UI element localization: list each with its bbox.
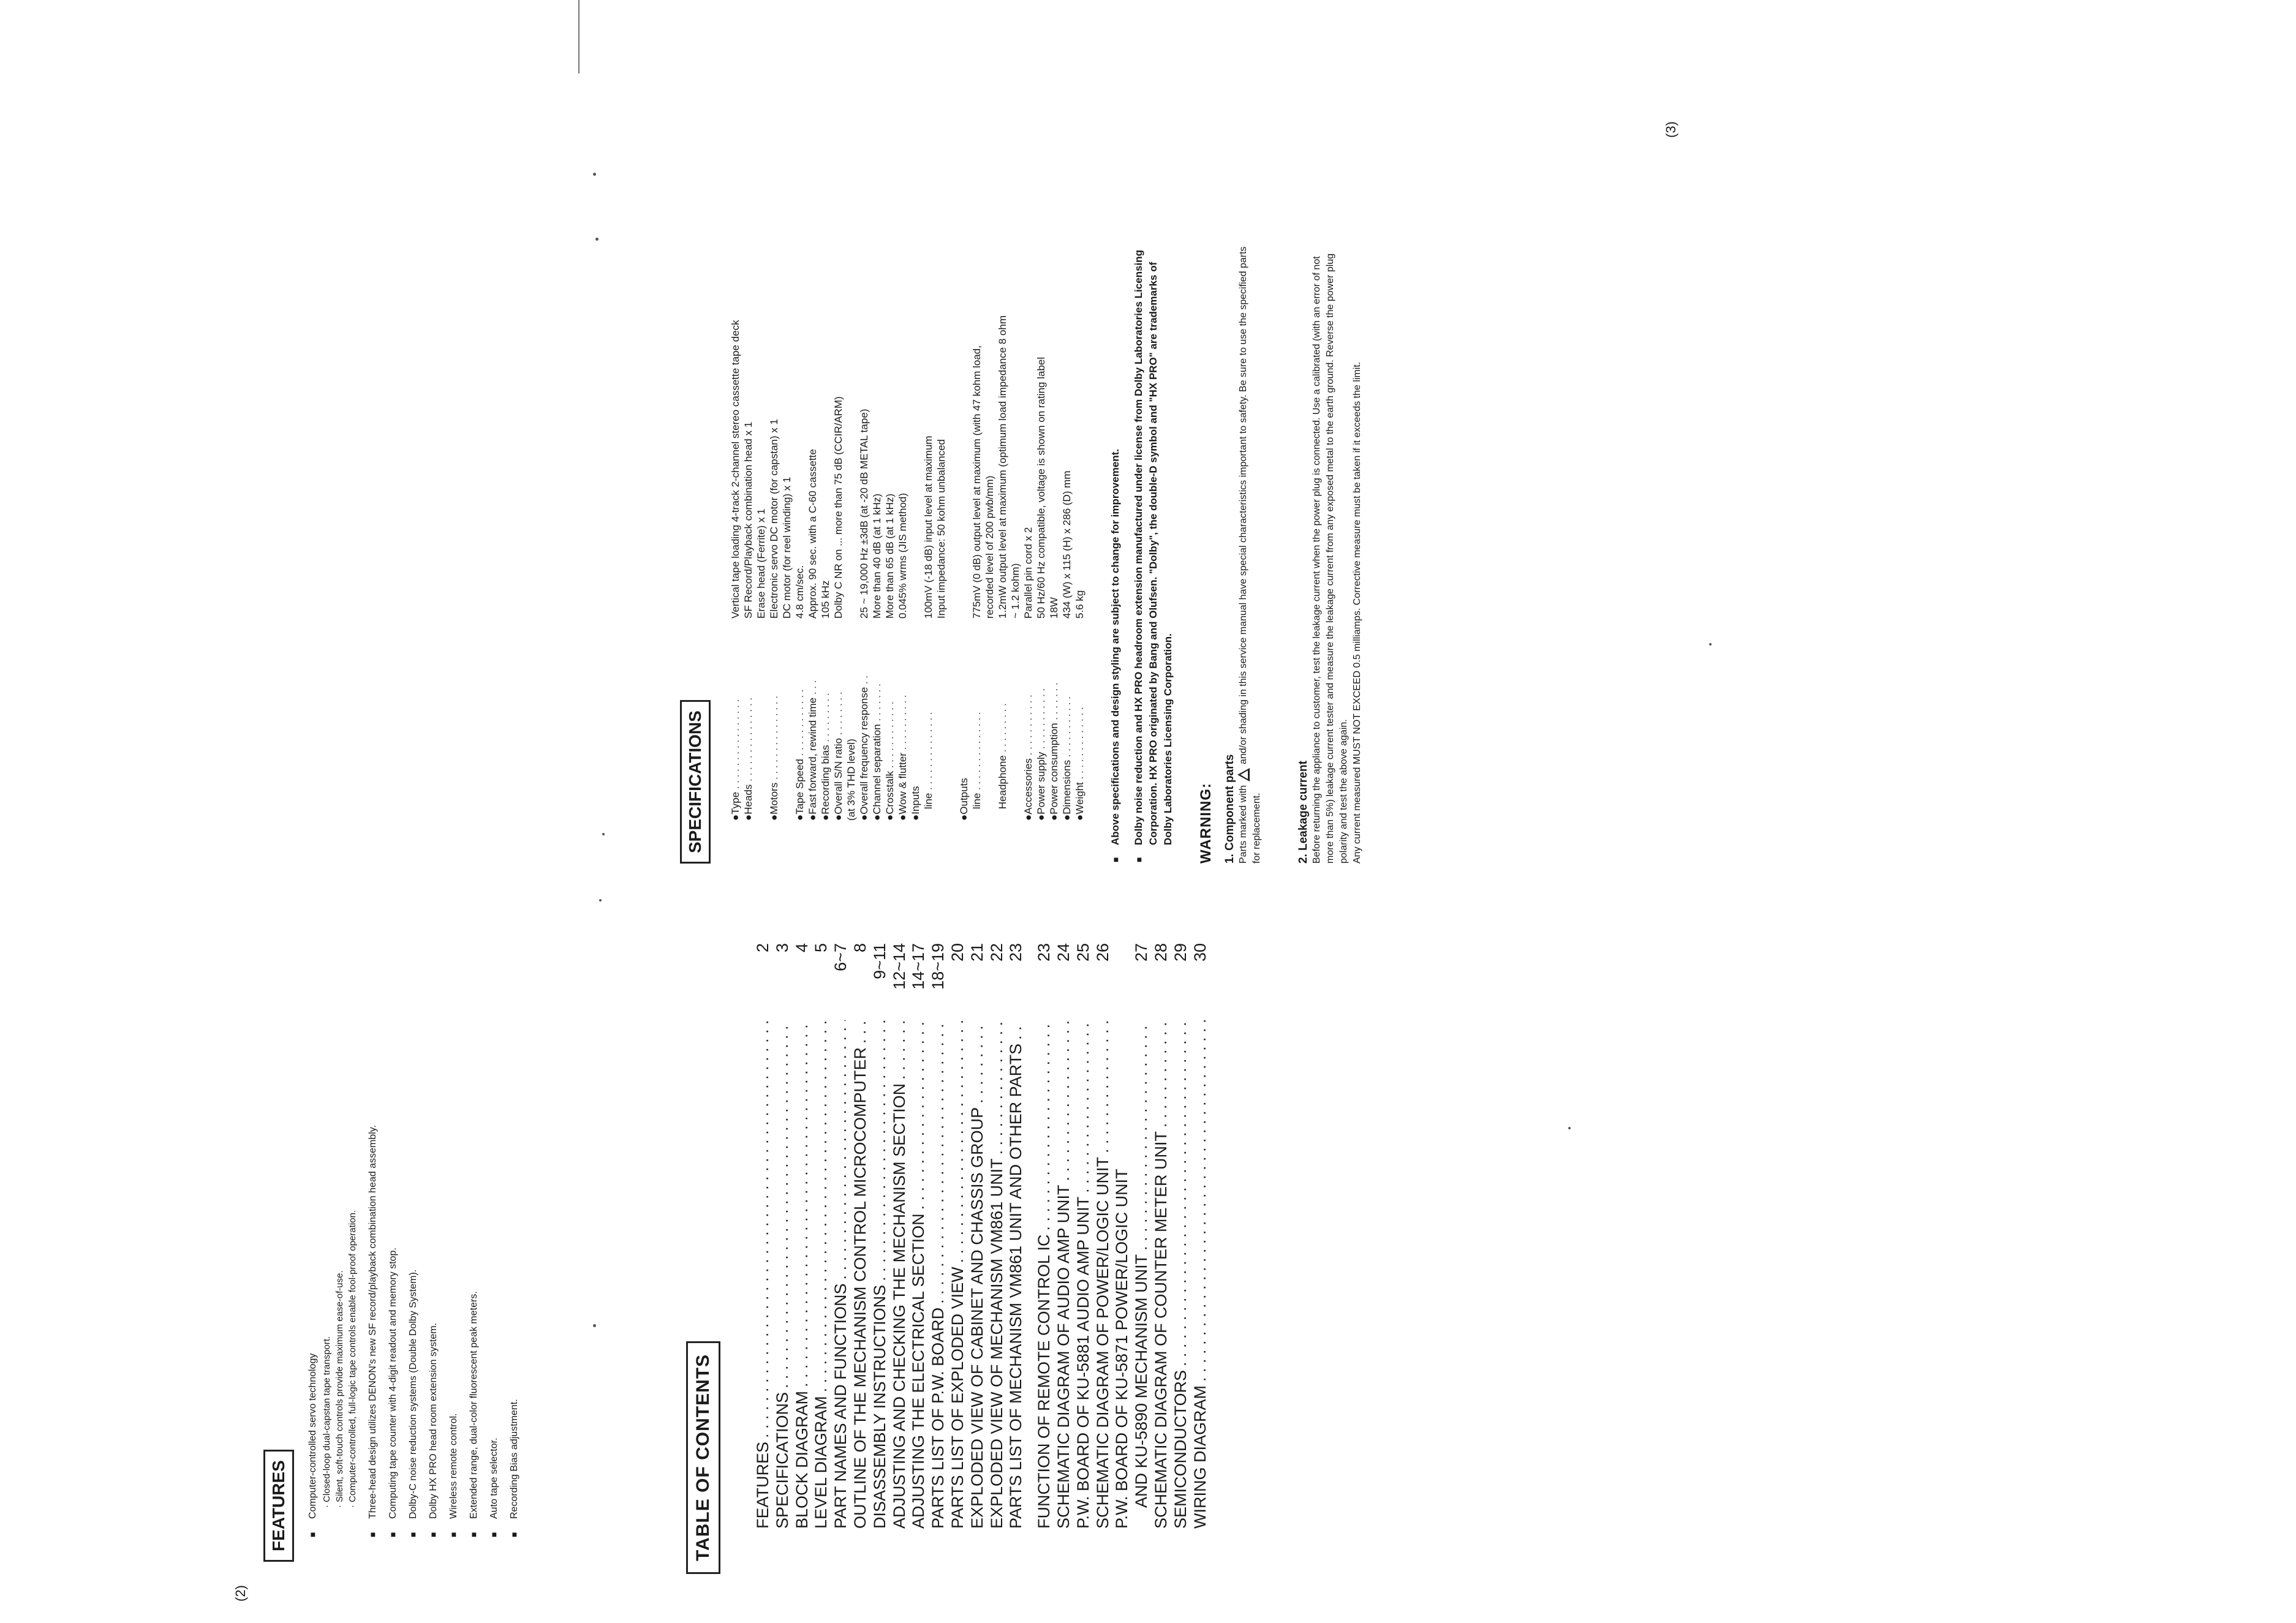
- toc-entry-page: 28: [1151, 943, 1170, 962]
- spec-value: [845, 315, 858, 619]
- toc-title: TABLE OF CONTENTS: [686, 1341, 720, 1574]
- feature-text: Computing tape counter with 4-digit readout and memory stop.: [388, 1248, 398, 1519]
- spec-label: ●Recording bias . . . . . . . . .: [820, 693, 831, 821]
- spec-value: 775mV (0 dB) output level at maximum (with 47 kohm load,: [971, 345, 983, 619]
- toc-entry[interactable]: [890, 943, 910, 1529]
- toc-entry[interactable]: [909, 943, 929, 1529]
- toc-entry[interactable]: [1112, 943, 1132, 1529]
- spec-label: ●Overall S/N ratio . . . . . . . .: [833, 691, 844, 821]
- feature-text: Auto tape selector.: [489, 1437, 499, 1519]
- spec-row: [1022, 315, 1035, 821]
- toc-entry-page: 20: [948, 943, 967, 962]
- spec-label: [1009, 619, 1022, 821]
- spec-value: Parallel pin cord x 2: [1022, 527, 1034, 619]
- toc-entry-label: FUNCTION OF REMOTE CONTROL IC: [1035, 1234, 1054, 1529]
- spec-value: 50 Hz/60 Hz compatible, voltage is shown on rating label: [1035, 356, 1047, 619]
- page-number-right: (3): [1663, 121, 1679, 138]
- toc-entry-page: 12~14: [889, 943, 908, 990]
- scan-speck: [595, 238, 599, 241]
- spec-label: ●Accessories . . . . . . . . . . .: [1022, 695, 1034, 821]
- spec-row: [806, 315, 819, 821]
- spec-note: ■ Dolby noise reduction and HX PRO headroom extension manufactured under license from Dolby Laboratories Licensing Corporation. HX PRO originated by Bang and Olufsen. "Dolby", the double-D symbol and "HX PRO" are trademarks of Dolby Laboratories Licensing Corporation.: [1131, 238, 1176, 862]
- feature-item: [406, 1096, 421, 1537]
- toc-entry-label: BLOCK DIAGRAM: [792, 1390, 811, 1529]
- feature-item: [305, 1096, 320, 1537]
- spec-row: [819, 315, 832, 821]
- toc-entry[interactable]: [1132, 943, 1152, 1529]
- feature-text: Wireless remote control.: [448, 1413, 459, 1519]
- toc-entry-page: 24: [1054, 943, 1073, 962]
- spec-row: [832, 315, 845, 821]
- toc-leader: [1093, 1020, 1113, 1153]
- toc-entry-label: AND KU-5890 MECHANISM UNIT: [1132, 1254, 1151, 1508]
- features-section: [263, 1096, 522, 1562]
- spec-value: 1.2mW output level at maximum (optimum load impedance 8 ohm: [997, 315, 1008, 619]
- feature-text: Three-head design utilizes DENON's new SF record/playback combination head assembly.: [368, 1124, 378, 1519]
- spec-value: [948, 315, 970, 619]
- toc-entry-label: FEATURES: [753, 1441, 772, 1529]
- feature-item: [446, 1096, 461, 1537]
- specifications-table: [729, 315, 1086, 821]
- spec-label: ●Fast forward, rewind time . . .: [807, 680, 818, 821]
- spec-row: [858, 315, 870, 821]
- toc-entry-label: EXPLODED VIEW OF MECHANISM VM861 UNIT: [987, 1158, 1006, 1529]
- spec-label: ●Power supply . . . . . . . . . . .: [1035, 688, 1047, 821]
- toc-entry-label: P.W. BOARD OF KU-5871 POWER/LOGIC UNIT: [1112, 1169, 1131, 1529]
- spec-row: [883, 315, 896, 821]
- spec-label: [780, 619, 793, 821]
- warning-component-heading: 1. Component parts: [1223, 754, 1236, 864]
- spec-label: [983, 619, 996, 821]
- toc-entry-label: EXPLODED VIEW OF CABINET AND CHASSIS GROUP: [967, 1107, 986, 1529]
- toc-section: [686, 943, 1210, 1574]
- toc-entry[interactable]: [831, 943, 851, 1529]
- toc-entry-page: 8: [850, 943, 869, 953]
- feature-text: Dolby-C noise reduction systems (Double Dolby System).: [408, 1269, 418, 1519]
- toc-entry-page: 23: [1006, 943, 1025, 962]
- toc-leader: [929, 1020, 948, 1304]
- feature-item: [507, 1096, 522, 1537]
- toc-entry[interactable]: [1054, 943, 1074, 1529]
- toc-entry-page: 2: [753, 943, 772, 953]
- toc-entry-page: 18~19: [929, 943, 948, 990]
- spec-value: 434 (W) x 115 (H) x 286 (D) mm: [1061, 470, 1073, 619]
- toc-entry[interactable]: [948, 943, 968, 1529]
- toc-leader: [870, 1020, 890, 1281]
- spec-value: ~ 1.2 kohm): [1010, 563, 1021, 619]
- toc-entry-page: 5: [812, 943, 831, 953]
- spec-label: ●Channel separation . . . . . . .: [871, 683, 883, 821]
- spec-row: [742, 315, 755, 821]
- scan-speck: [593, 173, 596, 176]
- spec-label: [755, 619, 768, 821]
- spec-value: 25 ~ 19,000 Hz ±3dB (at -20 dB METAL tape): [858, 409, 870, 619]
- toc-leader: [773, 1020, 793, 1388]
- toc-leader: [831, 1020, 851, 1279]
- warning-leakage-text: Before returning the appliance to customer, test the leakage current when the power plug is connected. Use a calibrated (with an error of not more than 5%) leakage current tester and measure the leakage current from any exposed metal to the earth ground. Reverse the power plug polarity and test the above again.: [1312, 253, 1349, 864]
- page-number-left: (2): [233, 1585, 248, 1602]
- spec-label: (at 3% THD level): [845, 739, 857, 821]
- toc-entry-label: PART NAMES AND FUNCTIONS: [831, 1283, 850, 1529]
- feature-text: Extended range, dual-color fluorescent peak meters.: [469, 1291, 479, 1519]
- feature-subitem: · Silent, soft-touch controls provide maximum ease-of-use.: [334, 1270, 345, 1508]
- toc-entry[interactable]: [812, 943, 831, 1529]
- spec-label: ●Tape Speed . . . . . . . . . . . .: [794, 689, 806, 821]
- spec-row: [1073, 315, 1086, 821]
- toc-leader: [793, 1020, 812, 1387]
- feature-item: [466, 1096, 481, 1537]
- spec-value: Approx. 90 sec. with a C-60 cassette: [807, 449, 818, 619]
- toc-leader: [890, 1020, 910, 1080]
- toc-leader: [909, 1020, 929, 1210]
- spec-label: line . . . . . . . . . . . . . .: [971, 712, 983, 821]
- spec-row: [948, 315, 970, 821]
- toc-leader: [988, 1020, 1007, 1154]
- spec-row: [1009, 315, 1022, 821]
- toc-entry-label: DISASSEMBLY INSTRUCTIONS: [870, 1284, 889, 1529]
- toc-entry-page: 22: [987, 943, 1006, 962]
- scan-speck: [1568, 1127, 1571, 1129]
- toc-entry-label: SCHEMATIC DIAGRAM OF COUNTER METER UNIT: [1151, 1131, 1170, 1529]
- toc-leader: [812, 1020, 831, 1392]
- spec-value: More than 65 dB (at 1 kHz): [884, 493, 896, 619]
- spec-label: ●Dimensions . . . . . . . . . . .: [1061, 696, 1073, 821]
- feature-item: [365, 1096, 380, 1537]
- spec-row: [970, 315, 983, 821]
- spec-row: [755, 315, 768, 821]
- toc-entry[interactable]: [1171, 943, 1191, 1529]
- toc-entry-label: SCHEMATIC DIAGRAM OF AUDIO AMP UNIT: [1054, 1184, 1073, 1529]
- spec-label: ●Outputs: [958, 778, 970, 821]
- toc-leader: [948, 1020, 968, 1263]
- spec-note: ■ Above specifications and design styling are subject to change for improvement.: [1108, 238, 1123, 862]
- feature-text: Dolby HX PRO head room extension system.: [428, 1322, 439, 1519]
- toc-entry-page: 27: [1132, 943, 1151, 962]
- toc-entry-page: 9~11: [870, 943, 889, 979]
- spec-row: [1060, 315, 1073, 821]
- toc-list: [753, 943, 1210, 1574]
- spec-value: 105 kHz: [820, 580, 831, 619]
- toc-entry-label: OUTLINE OF THE MECHANISM CONTROL MICROCOMPUTER: [850, 1047, 869, 1529]
- spec-row: [935, 315, 948, 821]
- toc-entry-label: PARTS LIST OF MECHANISM VM861 UNIT AND OTHER PARTS: [1006, 1043, 1025, 1529]
- spec-value: SF Record/Playback combination head x 1: [742, 421, 754, 619]
- spec-row: [729, 315, 742, 821]
- spec-label: ●Motors . . . . . . . . . . . . . . .: [768, 696, 780, 821]
- spec-value: Dolby C NR on ... more than 75 dB (CCIR/ARM): [833, 396, 844, 619]
- spec-value: Vertical tape loading 4-track 2-channel stereo cassette tape deck: [730, 320, 741, 619]
- toc-entry[interactable]: [968, 943, 988, 1529]
- toc-entry[interactable]: [753, 943, 773, 1529]
- toc-entry-page: 25: [1073, 943, 1092, 962]
- warning-triangle-icon: [1237, 768, 1250, 781]
- toc-entry-label: ADJUSTING AND CHECKING THE MECHANISM SECTION: [889, 1083, 908, 1529]
- spec-value: Erase head (Ferrite) x 1: [755, 508, 767, 619]
- spec-row: [1048, 315, 1060, 821]
- warning-leakage-heading: 2. Leakage current: [1297, 761, 1310, 864]
- toc-entry-label: P.W. BOARD OF KU-5881 AUDIO AMP UNIT: [1073, 1196, 1092, 1529]
- toc-entry-page: 21: [967, 943, 986, 962]
- toc-entry[interactable]: [1035, 943, 1054, 1529]
- toc-leader: [1054, 1020, 1074, 1181]
- toc-entry-label: WIRING DIAGRAM: [1190, 1385, 1209, 1529]
- spec-value: 0.045% wrms (JIS method): [897, 492, 908, 619]
- toc-entry[interactable]: [1093, 943, 1113, 1529]
- spec-value: [909, 315, 922, 619]
- spec-row: [845, 315, 858, 821]
- spec-row: [793, 315, 806, 821]
- toc-leader: [1074, 1020, 1093, 1193]
- spec-label: ●Heads . . . . . . . . . . . . . . .: [742, 697, 754, 821]
- specifications-title: SPECIFICATIONS: [680, 700, 711, 864]
- warning-title: WARNING:: [1198, 783, 1214, 864]
- spec-row: [922, 315, 935, 821]
- toc-entry-label: PARTS LIST OF EXPLODED VIEW: [948, 1267, 967, 1529]
- spec-label: ●Power consumption . . . . . . .: [1048, 682, 1060, 821]
- toc-entry-page: 30: [1190, 943, 1209, 962]
- spec-row: [909, 315, 922, 821]
- specifications-section: [680, 227, 1364, 864]
- toc-entry-page: 4: [792, 943, 811, 953]
- toc-entry[interactable]: [1074, 943, 1093, 1529]
- features-list: [305, 1096, 522, 1562]
- spec-value: Electronic servo DC motor (for capstan) x 1: [768, 419, 780, 619]
- spec-label: ●Type . . . . . . . . . . . . . . . .: [730, 699, 741, 821]
- spec-row: [768, 315, 780, 821]
- spec-value: More than 40 dB (at 1 kHz): [871, 493, 883, 619]
- toc-entry[interactable]: [870, 943, 890, 1529]
- toc-entry[interactable]: [793, 943, 812, 1529]
- toc-leader: [851, 1020, 870, 1044]
- toc-leader: [1035, 1020, 1054, 1231]
- toc-entry-label: ADJUSTING THE ELECTRICAL SECTION: [909, 1213, 928, 1529]
- toc-entry-label: SCHEMATIC DIAGRAM OF POWER/LOGIC UNIT: [1093, 1156, 1112, 1529]
- spec-label: ●Weight . . . . . . . . . . . . .: [1074, 707, 1086, 821]
- spec-label: [935, 619, 948, 821]
- scan-speck: [593, 1324, 596, 1327]
- spec-label: ●Wow & flutter . . . . . . . . . .: [897, 695, 908, 821]
- toc-entry-page: 3: [772, 943, 791, 953]
- feature-subitem: · Closed-loop dual-capstan tape transport.: [322, 1336, 332, 1508]
- feature-subitem: · Computer-controlled, full-logic tape controls enable fool-proof operation.: [347, 1210, 358, 1508]
- scan-speck: [599, 899, 602, 902]
- fold-line: [578, 0, 580, 73]
- toc-entry-label: PARTS LIST OF P.W. BOARD: [929, 1307, 948, 1529]
- toc-entry[interactable]: [1006, 943, 1026, 1529]
- spec-row: [996, 315, 1009, 821]
- toc-entry-page: 26: [1093, 943, 1112, 962]
- spec-label: ●Overall frequency response . .: [858, 675, 870, 821]
- toc-leader: [753, 1020, 773, 1438]
- spec-value: 4.8 cm/sec.: [794, 565, 806, 619]
- spec-value: Input impedance: 50 kohm unbalanced: [935, 439, 947, 619]
- warning-section: [1198, 239, 1364, 864]
- spec-value: 100mV (-18 dB) input level at maximum: [923, 435, 934, 619]
- toc-leader: [1191, 1020, 1210, 1382]
- spec-label: ●Crosstalk . . . . . . . . . . . .: [884, 701, 896, 821]
- spec-row: [1035, 315, 1048, 821]
- toc-entry-page: 14~17: [909, 943, 928, 990]
- spec-label: line . . . . . . . . . . . . . .: [923, 712, 934, 821]
- toc-entry-label: SEMICONDUCTORS: [1171, 1369, 1190, 1529]
- warning-leakage-text-2: Any current measured MUST NOT EXCEED 0.5 milliamps. Corrective measure must be taken if it exceeds the limit.: [1352, 361, 1362, 864]
- toc-leader: [1006, 1020, 1026, 1040]
- features-title: FEATURES: [263, 1450, 294, 1562]
- toc-entry[interactable]: [851, 943, 870, 1529]
- feature-text: Recording Bias adjustment.: [509, 1399, 519, 1519]
- warning-component-text: Parts marked withand/or shading in this service manual have special characteristics important to safety. Be sure to use the specified parts for replacement.: [1238, 246, 1262, 864]
- toc-entry-page: 23: [1035, 943, 1054, 962]
- spec-row: [896, 315, 909, 821]
- spec-row: [983, 315, 996, 821]
- feature-item: [385, 1096, 401, 1537]
- spec-row: [780, 315, 793, 821]
- spec-label: Headphone . . . . . . . . .: [997, 703, 1008, 821]
- toc-leader: [1152, 1020, 1171, 1128]
- spec-value: 5.6 kg: [1074, 590, 1086, 619]
- spec-label: ●Inputs: [910, 786, 921, 821]
- toc-entry[interactable]: [1152, 943, 1171, 1529]
- toc-leader: [968, 1020, 988, 1104]
- spec-value: DC motor (for reel winding) x 1: [781, 476, 793, 619]
- spec-value: 18W: [1048, 597, 1060, 619]
- toc-entry-label: SPECIFICATIONS: [772, 1391, 791, 1529]
- toc-entry[interactable]: [1191, 943, 1210, 1529]
- toc-entry[interactable]: [929, 943, 948, 1529]
- toc-leader: [1171, 1020, 1191, 1366]
- feature-item: [426, 1096, 441, 1537]
- toc-entry-page: 29: [1171, 943, 1190, 962]
- toc-entry[interactable]: [773, 943, 793, 1529]
- scan-speck: [1709, 643, 1712, 646]
- feature-text: Computer-controlled servo technology: [308, 1353, 318, 1519]
- spec-notes: [1108, 238, 1176, 864]
- feature-item: [486, 1096, 502, 1537]
- toc-entry[interactable]: [988, 943, 1007, 1529]
- toc-entry-label: LEVEL DIAGRAM: [812, 1396, 831, 1529]
- scan-speck: [602, 833, 605, 835]
- spec-row: [870, 315, 883, 821]
- toc-leader: [1132, 1020, 1152, 1251]
- toc-entry-page: 6~7: [831, 943, 850, 971]
- spec-value: recorded level of 200 pwb/mm): [984, 475, 995, 619]
